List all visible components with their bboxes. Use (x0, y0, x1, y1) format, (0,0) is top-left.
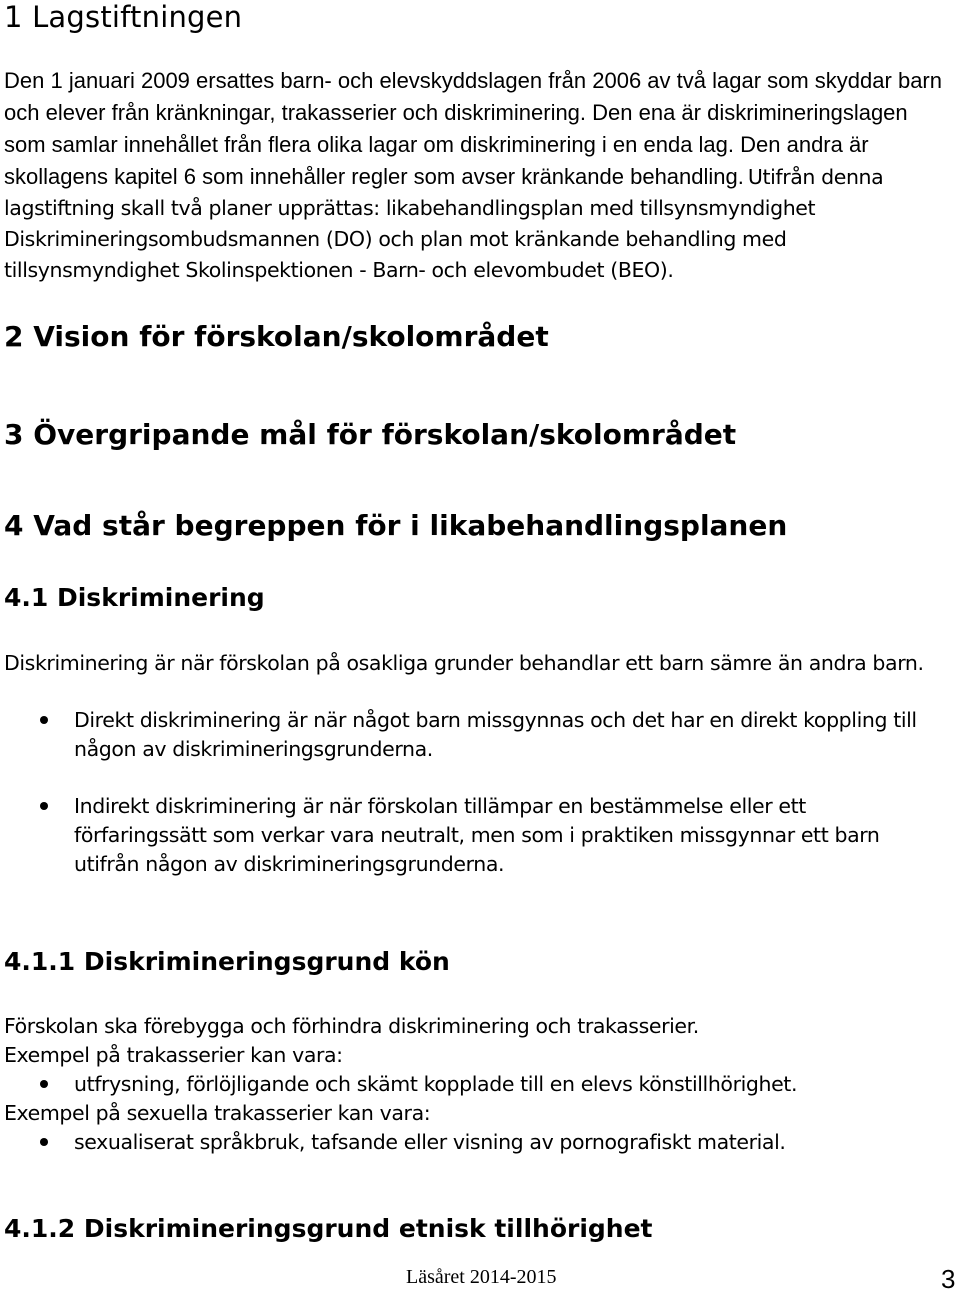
paragraph-lagstiftning (4, 66, 952, 287)
heading-begrepp: 4 Vad står begreppen för i likabehandlingsplanen (4, 509, 788, 542)
bullet-text-direkt: Direkt diskriminering är när något barn missgynnas och det har en direkt koppling till någon av diskrimineringsgrunderna. (74, 708, 917, 761)
bullet-dot (40, 1138, 48, 1146)
heading-diskrimineringsgrund-etnisk: 4.1.2 Diskrimineringsgrund etnisk tillhörighet (4, 1214, 653, 1243)
bullet-text-kon-1: utfrysning, förlöjligande och skämt kopplade till en elevs könstillhörighet. (74, 1072, 798, 1096)
paragraph-lagstiftning-part2: Utifrån denna lagstiftning skall två planer upprättas: likabehandlingsplan med tillsynsmyndighet Diskrimineringsombudsmannen (DO) och plan mot kränkande behandling med tillsynsmyndighet Skolinspektionen - Barn- och elevombudet (BEO). (4, 165, 884, 282)
bullet-item-kon-1 (0, 1070, 950, 1099)
heading-diskrimineringsgrund-kon: 4.1.1 Diskrimineringsgrund kön (4, 947, 450, 976)
bullet-dot (40, 1080, 48, 1088)
heading-lagstiftningen: 1 Lagstiftningen (4, 0, 243, 34)
bullet-text-kon-2: sexualiserat språkbruk, tafsande eller visning av pornografiskt material. (74, 1130, 786, 1154)
bullet-item-direkt (0, 706, 950, 764)
heading-diskriminering: 4.1 Diskriminering (4, 583, 265, 612)
bullet-item-indirekt (0, 792, 950, 879)
paragraph-kon-exempel-trakasserier: Exempel på trakasserier kan vara: (4, 1043, 343, 1067)
footer-school-year: Läsåret 2014-2015 (406, 1266, 557, 1288)
bullet-text-indirekt: Indirekt diskriminering är när förskolan tillämpar en bestämmelse eller ett förfaringssätt som verkar vara neutralt, men som i praktiken missgynnar ett barn utifrån någon av diskrimineringsgrunderna. (74, 794, 880, 876)
heading-overgripande-mal: 3 Övergripande mål för förskolan/skolområdet (4, 418, 737, 451)
paragraph-kon-forebygga: Förskolan ska förebygga och förhindra diskriminering och trakasserier. (4, 1014, 699, 1038)
bullet-dot (40, 802, 48, 810)
heading-vision: 2 Vision för förskolan/skolområdet (4, 320, 549, 353)
bullet-item-kon-2 (0, 1128, 950, 1157)
paragraph-diskriminering: Diskriminering är när förskolan på osakliga grunder behandlar ett barn sämre än andra barn. (4, 651, 924, 675)
paragraph-kon-exempel-sexuella: Exempel på sexuella trakasserier kan vara: (4, 1101, 431, 1125)
bullet-dot (40, 716, 48, 724)
paragraph-lagstiftning-part1: Den 1 januari 2009 ersattes barn- och elevskyddslagen från 2006 av två lagar som skyddar barn och elever från kränkningar, trakasserier och diskriminering. Den ena är diskrimineringslagen som samlar innehållet från flera olika lagar om diskriminering i en enda lag. Den andra är skollagens kapitel 6 som innehåller regler som avser kränkande behandling. (4, 68, 942, 189)
page-number: 3 (941, 1264, 956, 1294)
